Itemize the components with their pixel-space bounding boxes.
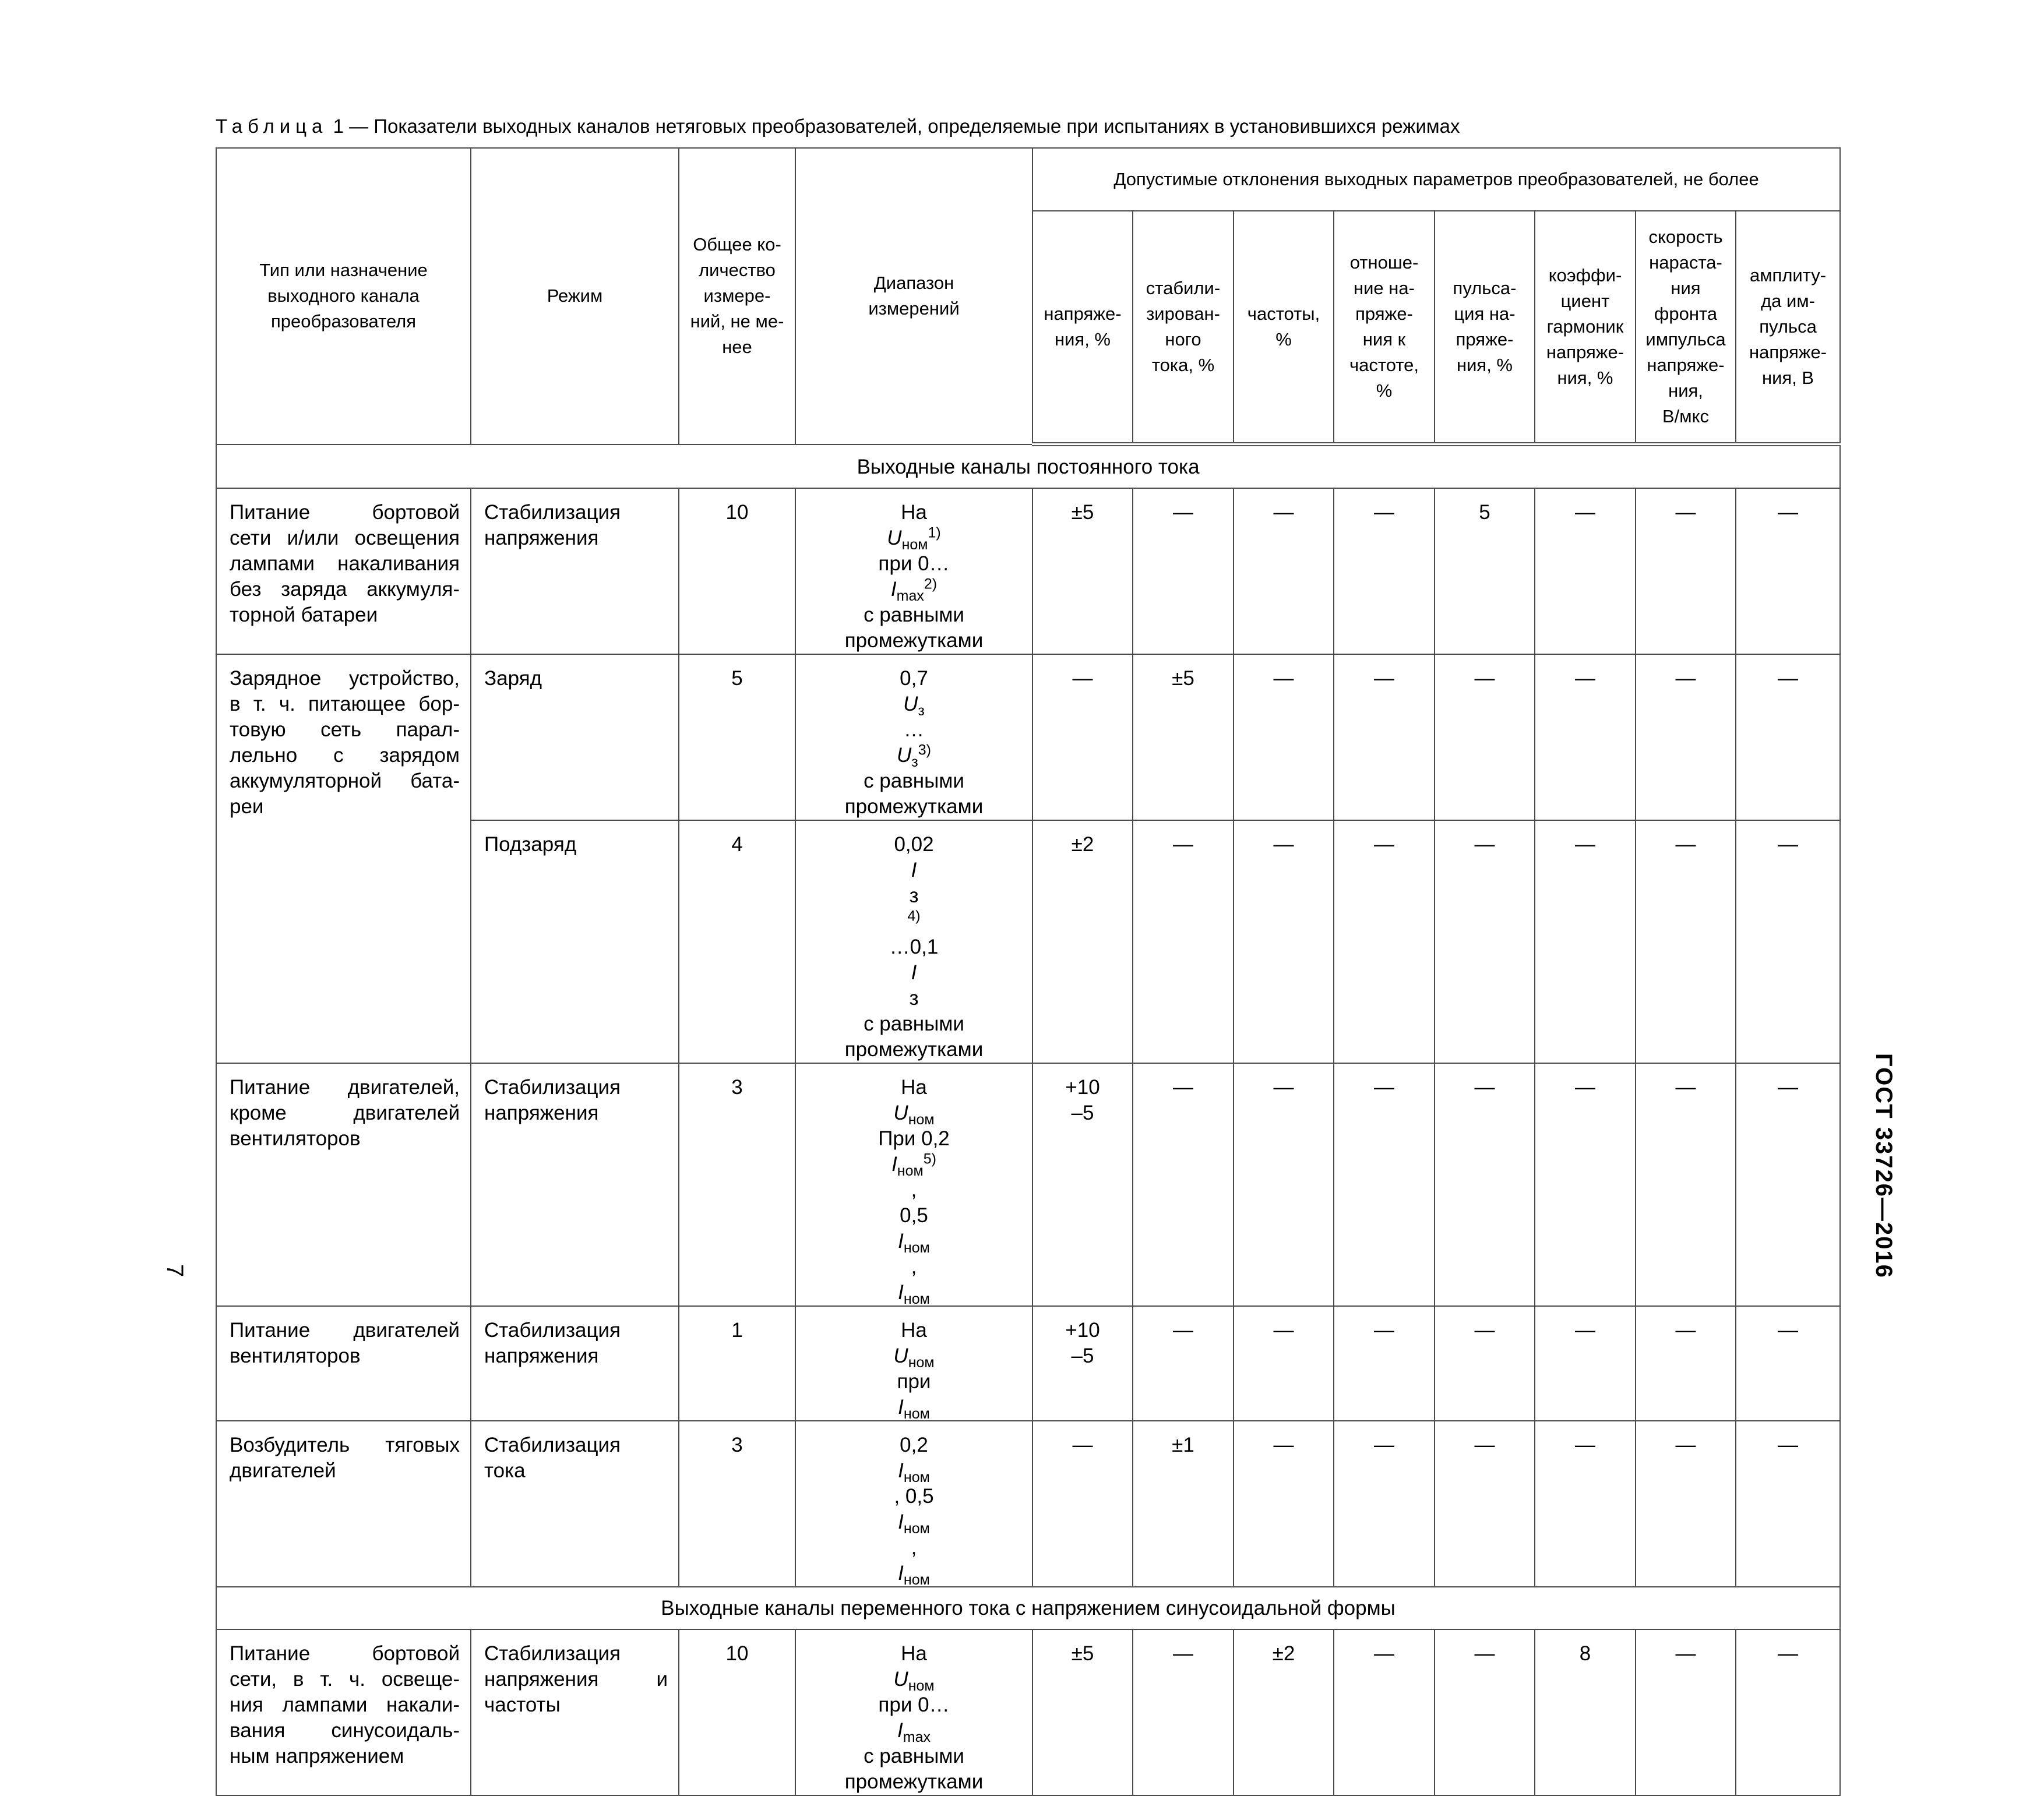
row-val: —: [1736, 1063, 1840, 1306]
row-val: —: [1133, 488, 1234, 654]
row-val: —: [1736, 1421, 1840, 1587]
header-col-amplitude: амплиту- да им- пульса напряже- ния, В: [1736, 211, 1840, 444]
row-val: —: [1234, 654, 1334, 820]
row-val: ±2: [1032, 820, 1133, 1063]
section-row-ac: [216, 1587, 1840, 1629]
row-count: 4: [679, 820, 795, 1063]
row-val: ±5: [1032, 488, 1133, 654]
header-deviations: Допустимые отклонения выходных параметров преобразователей, не более: [1032, 148, 1840, 211]
table-row: [216, 488, 1840, 654]
row-range: На $U_{ном}$ при $I_{ном}$: [795, 1306, 1032, 1421]
row-val: —: [1435, 1063, 1535, 1306]
table-row: [216, 1421, 1840, 1587]
row-val: +10 –5: [1032, 1063, 1133, 1306]
row-val: —: [1736, 1629, 1840, 1795]
table-caption: [216, 115, 1460, 137]
row-type: Возбудитель тяговых двигателей: [216, 1421, 471, 1587]
row-val: —: [1334, 820, 1435, 1063]
row-mode: Заряд: [471, 654, 679, 820]
section-ac-title: Выходные каналы переменного тока с напряжением синусоидальной формы: [216, 1587, 1840, 1629]
row-count: 10: [679, 488, 795, 654]
row-val: —: [1636, 1306, 1736, 1421]
row-val: —: [1535, 1063, 1636, 1306]
row-mode: Стабилизация тока: [471, 1421, 679, 1587]
row-val: —: [1435, 654, 1535, 820]
row-type: Питание двигателей вентиляторов: [216, 1306, 471, 1421]
row-type: Зарядное устройство, в т. ч. питающее бор- товую сеть парал- лельно с зарядом аккумуляторной бата- реи: [216, 654, 471, 1063]
row-val: ±5: [1032, 1629, 1133, 1795]
row-val: —: [1435, 820, 1535, 1063]
row-val: —: [1535, 1306, 1636, 1421]
row-val: —: [1234, 488, 1334, 654]
header-row-1: [216, 148, 1840, 211]
row-val: —: [1736, 488, 1840, 654]
header-col-voltage: напряже- ния, %: [1032, 211, 1133, 444]
page-number: [164, 1264, 188, 1287]
row-range: На $U_{ном}$ при 0… $I_{max}$ с равными промежутками: [795, 1629, 1032, 1795]
row-range: На $U_{ном}$ При 0,2 $I_{ном}^{5)}$ , 0,5 $I_{ном}$ , $I_{ном}$: [795, 1063, 1032, 1306]
row-val: —: [1334, 654, 1435, 820]
table-row: [216, 1629, 1840, 1795]
table-row: [216, 1306, 1840, 1421]
row-val: ±5: [1133, 654, 1234, 820]
row-val: —: [1736, 820, 1840, 1063]
row-count: 10: [679, 1629, 795, 1795]
row-val: —: [1636, 820, 1736, 1063]
header-col-frequency: частоты, %: [1234, 211, 1334, 444]
page-number-text: 7: [162, 1264, 188, 1278]
row-val: —: [1636, 1629, 1736, 1795]
row-val: —: [1736, 1306, 1840, 1421]
row-count: 5: [679, 654, 795, 820]
row-count: 1: [679, 1306, 795, 1421]
row-val: —: [1535, 488, 1636, 654]
row-val: —: [1234, 1421, 1334, 1587]
header-col-current: стабили- зирован- ного тока, %: [1133, 211, 1234, 444]
row-count: 3: [679, 1421, 795, 1587]
row-val: ±2: [1234, 1629, 1334, 1795]
row-val: —: [1133, 820, 1234, 1063]
row-val: —: [1334, 1421, 1435, 1587]
document-code: [1862, 1053, 1897, 1286]
row-val: —: [1435, 1421, 1535, 1587]
row-val: 8: [1535, 1629, 1636, 1795]
indicators-table: [216, 147, 1841, 1796]
row-val: —: [1435, 1306, 1535, 1421]
row-mode: Подзаряд: [471, 820, 679, 1063]
row-val: —: [1636, 1063, 1736, 1306]
row-val: —: [1334, 1063, 1435, 1306]
row-val: —: [1133, 1629, 1234, 1795]
table-caption-word: Таблица: [216, 115, 328, 137]
header-col-vf-ratio: отноше- ние на- пряже- ния к частоте, %: [1334, 211, 1435, 444]
row-type: Питание двигателей, кроме двигателей вентиляторов: [216, 1063, 471, 1306]
header-col-rise-rate: скорость нараста- ния фронта импульса напряже- ния, В/мкс: [1636, 211, 1736, 444]
table-row: [216, 654, 1840, 820]
row-val: —: [1636, 654, 1736, 820]
row-range: 0,02 I з $^{4)}$ …0,1 I з с равными промежутками: [795, 820, 1032, 1063]
row-val: —: [1636, 488, 1736, 654]
row-val: —: [1032, 1421, 1133, 1587]
row-val: —: [1636, 1421, 1736, 1587]
row-count: 3: [679, 1063, 795, 1306]
row-val: —: [1133, 1306, 1234, 1421]
row-range: 0,7 $U_з$ … $U_з^{3)}$ с равными промежутками: [795, 654, 1032, 820]
header-range: Диапазон измерений: [795, 148, 1032, 444]
row-val: —: [1133, 1063, 1234, 1306]
row-val: —: [1334, 1306, 1435, 1421]
row-val: 5: [1435, 488, 1535, 654]
row-val: +10 –5: [1032, 1306, 1133, 1421]
row-val: —: [1334, 488, 1435, 654]
section-dc-title: Выходные каналы постоянного тока: [216, 444, 1840, 489]
header-mode: Режим: [471, 148, 679, 444]
row-type: Питание бортовой сети, в т. ч. освеще- ния лампами накали- вания синусоидаль- ным напряжением: [216, 1629, 471, 1795]
header-type: Тип или назначение выходного канала преобразователя: [216, 148, 471, 444]
table-row: [216, 1063, 1840, 1306]
row-mode: Стабилизация напряжения: [471, 1306, 679, 1421]
row-val: —: [1535, 820, 1636, 1063]
header-col-harmonics: коэффи- циент гармоник напряже- ния, %: [1535, 211, 1636, 444]
row-mode: Стабилизация напряжения: [471, 1063, 679, 1306]
row-val: —: [1535, 654, 1636, 820]
row-type: Питание бортовой сети и/или освещения лампами накаливания без заряда аккумуля- торной батареи: [216, 488, 471, 654]
row-mode: Стабилизация напряжения: [471, 488, 679, 654]
row-val: —: [1234, 1306, 1334, 1421]
table-caption-text: 1 — Показатели выходных каналов нетяговых преобразователей, определяемые при испытаниях в установившихся режимах: [333, 115, 1460, 137]
row-val: —: [1334, 1629, 1435, 1795]
row-val: —: [1535, 1421, 1636, 1587]
row-val: —: [1435, 1629, 1535, 1795]
row-val: ±1: [1133, 1421, 1234, 1587]
row-mode: Стабилизация напряжения и частоты: [471, 1629, 679, 1795]
header-count: Общее ко- личество измере- ний, не ме- нее: [679, 148, 795, 444]
row-val: —: [1234, 1063, 1334, 1306]
section-row-dc: [216, 444, 1840, 489]
row-range: 0,2 $I_{ном}$ , 0,5 $I_{ном}$ , $I_{ном}$: [795, 1421, 1032, 1587]
row-val: —: [1736, 654, 1840, 820]
header-col-ripple: пульса- ция на- пряже- ния, %: [1435, 211, 1535, 444]
document-code-text: ГОСТ 33726—2016: [1871, 1053, 1897, 1279]
row-val: —: [1032, 654, 1133, 820]
row-val: —: [1234, 820, 1334, 1063]
row-range: На $U_{ном}^{1)}$ при 0… $I_{max}^{2)}$ с равными промежутками: [795, 488, 1032, 654]
